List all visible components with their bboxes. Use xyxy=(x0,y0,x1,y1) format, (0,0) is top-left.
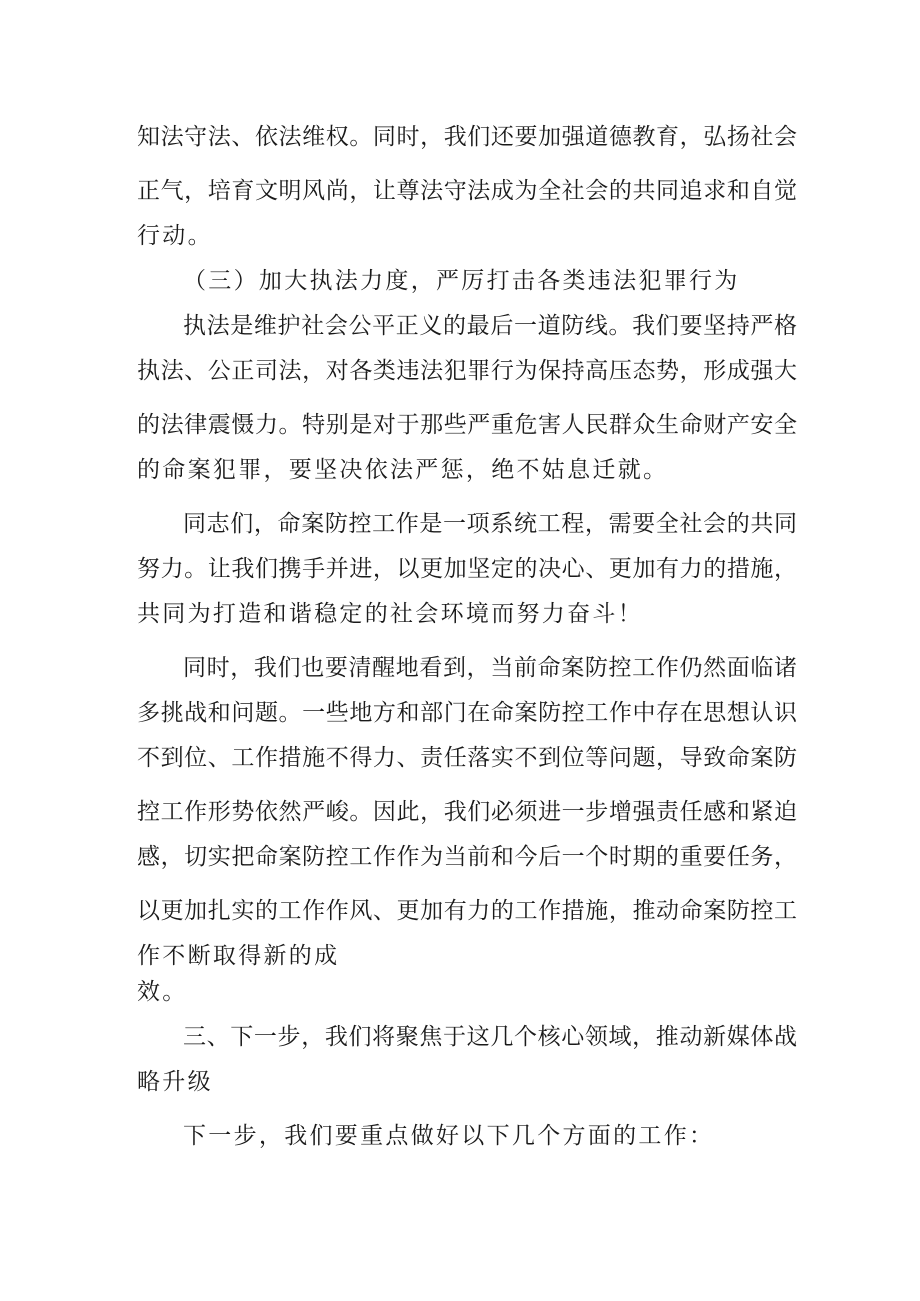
section-heading: 三、下一步，我们将聚焦于这几个核心领域，推动新媒体战 xyxy=(183,1024,797,1050)
text-line: 效。 xyxy=(137,979,188,1005)
text-line: 感，切实把命案防控工作作为当前和今后一个时期的重要任务， xyxy=(137,844,797,870)
text-line: 控工作形势依然严峻。因此，我们必须进一步增强责任感和紧迫 xyxy=(137,799,797,825)
text-line: 多挑战和问题。一些地方和部门在命案防控工作中存在思想认识 xyxy=(137,700,797,726)
text-line: 共同为打造和谐稳定的社会环境而努力奋斗！ xyxy=(137,601,643,627)
text-line: 作不断取得新的成 xyxy=(137,943,340,969)
text-line: 的命案犯罪，要坚决依法严惩，绝不姑息迁就。 xyxy=(137,457,669,483)
text-line: 下一步，我们要重点做好以下几个方面的工作： xyxy=(183,1123,715,1149)
text-line: 执法是维护社会公平正义的最后一道防线。我们要坚持严格 xyxy=(183,313,797,339)
text-line: 同志们，命案防控工作是一项系统工程，需要全社会的共同 xyxy=(183,511,797,537)
text-line: 以更加扎实的工作作风、更加有力的工作措施，推动命案防控工 xyxy=(137,898,797,924)
text-line: 知法守法、依法维权。同时，我们还要加强道德教育，弘扬社会 xyxy=(137,124,797,150)
text-line: 同时，我们也要清醒地看到，当前命案防控工作仍然面临诸 xyxy=(183,655,797,681)
text-line: 的法律震慑力。特别是对于那些严重危害人民群众生命财产安全 xyxy=(137,412,797,438)
section-heading: 略升级 xyxy=(137,1069,213,1095)
text-line: 执法、公正司法，对各类违法犯罪行为保持高压态势，形成强大 xyxy=(137,358,797,384)
section-heading: （三）加大执法力度，严厉打击各类违法犯罪行为 xyxy=(183,268,740,294)
text-line: 正气，培育文明风尚，让尊法守法成为全社会的共同追求和自觉 xyxy=(137,178,797,204)
text-line: 行动。 xyxy=(137,223,213,249)
text-line: 不到位、工作措施不得力、责任落实不到位等问题，导致命案防 xyxy=(137,745,797,771)
text-line: 努力。让我们携手并进，以更加坚定的决心、更加有力的措施， xyxy=(137,556,797,582)
